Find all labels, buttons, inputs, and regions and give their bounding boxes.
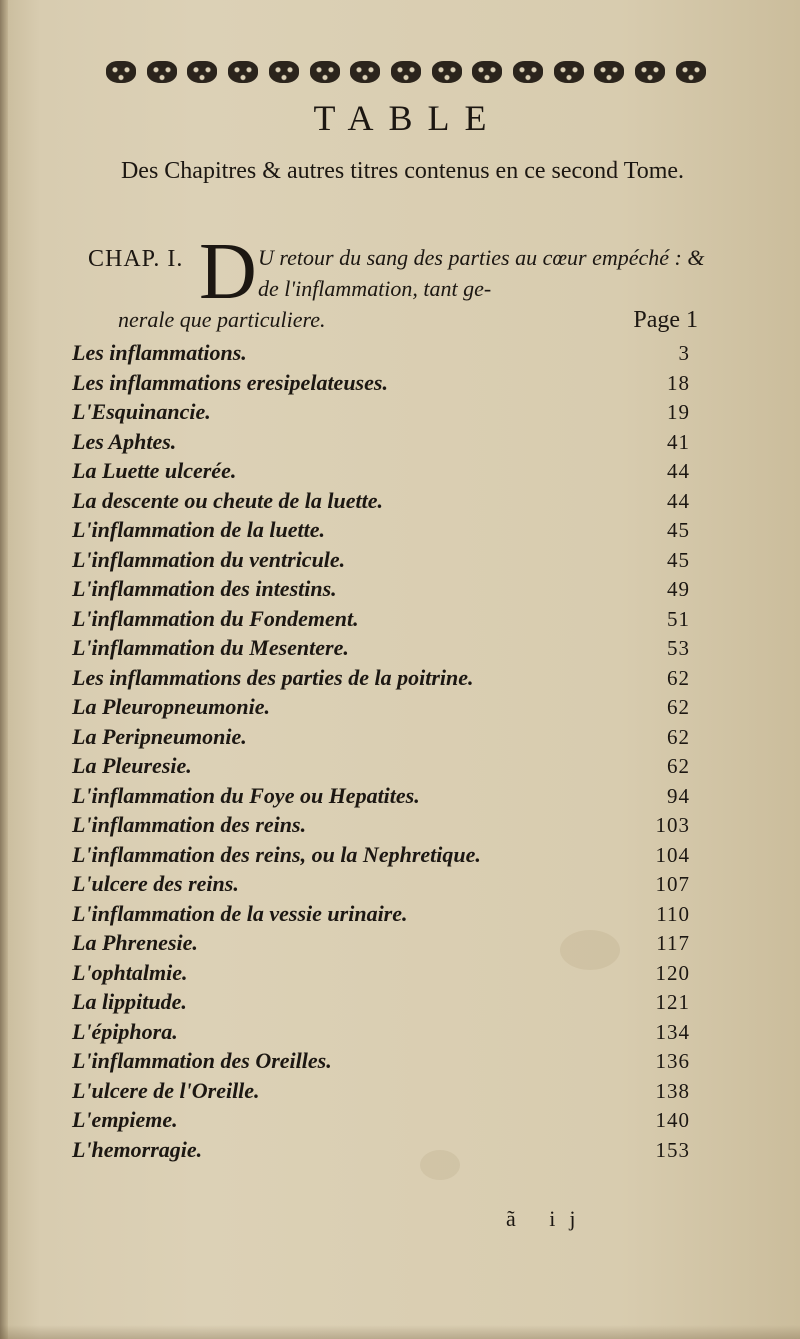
fleuron-ornament-icon	[676, 61, 706, 83]
toc-entry-title: L'inflammation des intestins.	[72, 576, 337, 601]
toc-entry-title: L'inflammation du ventricule.	[72, 546, 346, 572]
toc-entry-title: Les inflammations eresipelateuses.	[72, 369, 388, 395]
toc-entry-title: La Pleuropneumonie.	[72, 694, 271, 719]
toc-entry-title: L'inflammation de la vessie urinaire.	[72, 900, 408, 926]
toc-entry	[72, 1105, 690, 1135]
toc-entry	[72, 486, 690, 516]
drop-cap-letter: D	[199, 228, 257, 316]
toc-entry-title: L'inflammation de la luette.	[72, 517, 325, 542]
fleuron-ornament-icon	[269, 61, 299, 83]
toc-entry-title: La Luette ulcerée.	[72, 458, 237, 483]
fleuron-ornament-icon	[310, 61, 340, 83]
toc-entry	[72, 810, 690, 840]
toc-entry-page: 121	[655, 990, 690, 1014]
fleuron-ornament-icon	[635, 61, 665, 83]
toc-entry	[72, 633, 690, 663]
toc-entry	[72, 781, 690, 811]
toc-entry	[72, 869, 690, 899]
toc-entry-page: 49	[667, 577, 690, 601]
toc-entry-page: 45	[667, 518, 690, 542]
toc-entry-title: L'ophtalmie.	[72, 959, 188, 985]
table-of-contents-list	[72, 338, 690, 1164]
toc-entry	[72, 1135, 690, 1165]
toc-entry-page: 140	[655, 1108, 690, 1132]
toc-entry	[72, 604, 690, 634]
toc-entry-page: 3	[678, 341, 690, 365]
toc-entry-page: 134	[655, 1019, 690, 1044]
toc-entry-title: L'inflammation du Mesentere.	[72, 635, 349, 660]
toc-entry	[72, 1076, 690, 1106]
fleuron-ornament-icon	[472, 61, 502, 83]
toc-entry-title: L'Esquinancie.	[72, 399, 211, 424]
toc-entry-title: L'inflammation des reins.	[72, 812, 307, 837]
toc-entry-title: La lippitude.	[72, 989, 187, 1014]
toc-entry-title: L'inflammation du Fondement.	[72, 605, 359, 631]
toc-entry	[72, 840, 690, 870]
page-bottom-edge	[0, 1325, 800, 1339]
toc-entry-title: L'inflammation des reins, ou la Nephretique.	[72, 841, 481, 867]
page-subtitle: Des Chapitres & autres titres contenus en ce second Tome.	[120, 158, 685, 184]
toc-entry-page: 62	[667, 665, 690, 690]
toc-entry	[72, 1017, 690, 1047]
toc-entry-page: 103	[655, 813, 690, 837]
chapter-page-number: Page 1	[633, 307, 698, 333]
fleuron-ornament-icon	[432, 61, 462, 83]
toc-entry-title: Les inflammations.	[72, 340, 247, 365]
signature-mark: ã ij	[506, 1206, 590, 1231]
toc-entry-page: 18	[667, 370, 690, 395]
decorative-headpiece	[106, 56, 706, 88]
fleuron-ornament-icon	[554, 61, 584, 83]
toc-entry	[72, 958, 690, 988]
toc-entry-title: Les Aphtes.	[72, 428, 177, 454]
toc-entry	[72, 338, 690, 368]
toc-entry-page: 117	[656, 931, 690, 955]
toc-entry	[72, 692, 690, 722]
toc-entry-page: 138	[655, 1078, 690, 1103]
toc-entry-page: 62	[667, 695, 690, 719]
toc-entry-title: La descente ou cheute de la luette.	[72, 487, 383, 513]
toc-entry-page: 51	[667, 606, 690, 631]
fleuron-ornament-icon	[228, 61, 258, 83]
toc-entry-title: L'ulcere de l'Oreille.	[72, 1077, 260, 1103]
toc-entry	[72, 427, 690, 457]
toc-entry-title: L'épiphora.	[72, 1018, 178, 1044]
toc-entry	[72, 751, 690, 781]
chapter-heading-text: U retour du sang des parties au cœur empéché : & de l'inflammation, tant ge-	[258, 245, 705, 301]
toc-entry-page: 94	[667, 783, 690, 808]
toc-entry	[72, 722, 690, 752]
toc-entry-title: L'empieme.	[72, 1107, 178, 1132]
chapter-label: CHAP. I.	[88, 246, 184, 272]
toc-entry	[72, 397, 690, 427]
toc-entry-page: 62	[667, 724, 690, 749]
toc-entry	[72, 574, 690, 604]
toc-entry	[72, 545, 690, 575]
chapter-heading-continuation: nerale que particuliere.	[118, 307, 326, 332]
toc-entry-page: 19	[667, 400, 690, 424]
fleuron-ornament-icon	[147, 61, 177, 83]
toc-entry-page: 104	[655, 842, 690, 867]
toc-entry	[72, 987, 690, 1017]
fleuron-ornament-icon	[106, 61, 136, 83]
toc-entry-page: 62	[667, 754, 690, 778]
page-binding-edge	[0, 0, 8, 1339]
toc-entry-title: L'hemorragie.	[72, 1136, 203, 1162]
toc-entry-page: 110	[656, 901, 690, 926]
toc-entry-page: 44	[667, 488, 690, 513]
fleuron-ornament-icon	[513, 61, 543, 83]
toc-entry	[72, 1046, 690, 1076]
toc-entry-title: Les inflammations des parties de la poitrine.	[72, 664, 474, 690]
toc-entry	[72, 368, 690, 398]
toc-entry	[72, 456, 690, 486]
toc-entry-title: La Peripneumonie.	[72, 723, 247, 749]
fleuron-ornament-icon	[391, 61, 421, 83]
toc-entry-title: La Phrenesie.	[72, 930, 198, 955]
toc-entry-page: 45	[667, 547, 690, 572]
toc-entry-page: 153	[655, 1137, 690, 1162]
toc-entry-title: L'ulcere des reins.	[72, 871, 239, 896]
toc-entry-page: 107	[655, 872, 690, 896]
toc-entry-page: 136	[655, 1049, 690, 1073]
toc-entry	[72, 663, 690, 693]
toc-entry-page: 41	[667, 429, 690, 454]
toc-entry-page: 53	[667, 636, 690, 660]
page-title: TABLE	[313, 98, 502, 138]
toc-entry	[72, 928, 690, 958]
toc-entry-title: La Pleuresie.	[72, 753, 192, 778]
toc-entry-title: L'inflammation du Foye ou Hepatites.	[72, 782, 420, 808]
toc-entry-page: 120	[655, 960, 690, 985]
toc-entry	[72, 515, 690, 545]
fleuron-ornament-icon	[187, 61, 217, 83]
toc-entry-page: 44	[667, 459, 690, 483]
toc-entry	[72, 899, 690, 929]
fleuron-ornament-icon	[350, 61, 380, 83]
fleuron-ornament-icon	[594, 61, 624, 83]
toc-entry-title: L'inflammation des Oreilles.	[72, 1048, 332, 1073]
